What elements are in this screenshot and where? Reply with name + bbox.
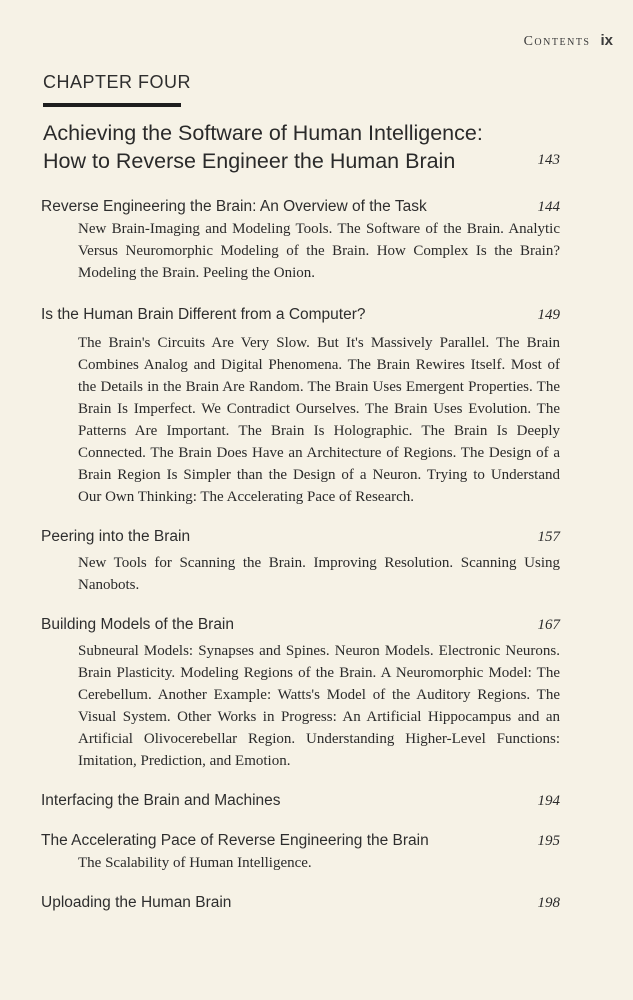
section-page: 198 xyxy=(537,895,560,911)
chapter-title-line2: How to Reverse Engineer the Human Brain xyxy=(43,149,456,173)
toc-list xyxy=(41,198,560,912)
section-title: Building Models of the Brain xyxy=(41,616,235,633)
chapter-title xyxy=(43,119,513,175)
running-header xyxy=(524,32,613,50)
toc-section xyxy=(41,832,560,874)
section-title: Peering into the Brain xyxy=(41,528,191,545)
section-page: 194 xyxy=(537,793,560,809)
chapter-page: 143 xyxy=(537,152,560,168)
section-page: 144 xyxy=(537,199,560,215)
section-summary: Subneural Models: Synapses and Spines. Neuron Models. Electronic Neurons. Brain Plasticity. Modeling Regions of the Brain. A Neuromorphic Model: The Cerebellum. Another Example: Watts's Model of the Auditory Regions. The Visual System. Other Works in Progress: An Artificial Hippocampus and an Artificial Olivocerebellar Region. Understanding Higher-Level Functions: Imitation, Prediction, and Emotion. xyxy=(78,643,560,769)
section-summary: The Scalability of Human Intelligence. xyxy=(78,855,312,871)
toc-section xyxy=(41,616,560,772)
toc-section xyxy=(41,792,560,810)
chapter-label: CHAPTER FOUR xyxy=(43,72,192,92)
toc-section xyxy=(41,306,560,508)
section-title: Is the Human Brain Different from a Computer? xyxy=(41,306,366,323)
chapter-title-line1: Achieving the Software of Human Intelligence: xyxy=(43,121,483,145)
section-title: Uploading the Human Brain xyxy=(41,894,232,911)
running-title: Contents xyxy=(523,34,591,49)
toc-section xyxy=(41,894,560,912)
chapter-rule xyxy=(43,103,181,107)
section-title: The Accelerating Pace of Reverse Engineering the Brain xyxy=(41,832,429,849)
page-number: ix xyxy=(600,32,613,49)
toc-section xyxy=(41,198,560,284)
section-page: 167 xyxy=(537,617,560,633)
section-page: 149 xyxy=(537,307,560,323)
toc-section xyxy=(41,528,560,596)
section-title: Reverse Engineering the Brain: An Overview of the Task xyxy=(41,198,427,215)
section-title: Interfacing the Brain and Machines xyxy=(41,792,281,809)
section-summary: New Brain-Imaging and Modeling Tools. The Software of the Brain. Analytic Versus Neuromorphic Modeling of the Brain. How Complex Is the Brain? Modeling the Brain. Peeling the Onion. xyxy=(78,221,560,281)
section-page: 195 xyxy=(537,833,560,849)
section-page: 157 xyxy=(537,529,560,545)
section-summary: The Brain's Circuits Are Very Slow. But It's Massively Parallel. The Brain Combines Analog and Digital Phenomena. The Brain Rewires Itself. Most of the Details in the Brain Are Random. The Brain Uses Emergent Properties. The Brain Is Imperfect. We Contradict Ourselves. The Brain Uses Evolution. The Patterns Are Important. The Brain Is Holographic. The Brain Is Deeply Connected. The Brain Does Have an Architecture of Regions. The Design of a Brain Region Is Simpler than the Design of a Neuron. Trying to Understand Our Own Thinking: The Accelerating Pace of Research. xyxy=(78,335,560,505)
section-summary: New Tools for Scanning the Brain. Improving Resolution. Scanning Using Nanobots. xyxy=(78,555,560,593)
